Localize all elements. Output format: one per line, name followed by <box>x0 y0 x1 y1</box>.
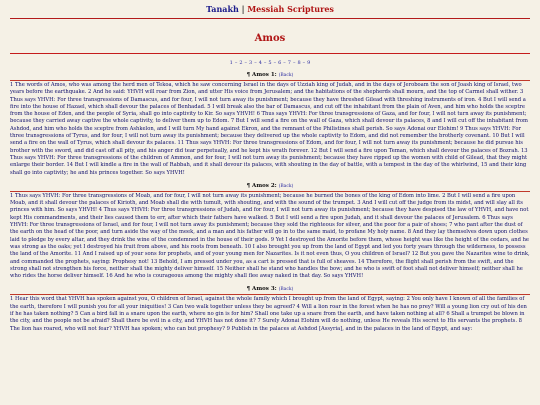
chapter-link-7[interactable]: 7 <box>287 60 291 66</box>
section-title: ¶ Amos 1: <box>246 72 277 78</box>
chapter-sep: – <box>273 60 277 66</box>
back-link[interactable]: (Back) <box>278 73 294 78</box>
chapter-link-6[interactable]: 6 <box>278 60 282 66</box>
chapter-sep: – <box>234 60 238 66</box>
chapter-link-5[interactable]: 5 <box>268 60 272 66</box>
chapter-text: 1 The words of Amos, who was among the herd men of Tekoa, which he saw concerning Israel in the days of Uzziah king of Judah, and in the days of Jeroboam the son of Joash king of Israel, two years before the earthquake. 2 And he said: YHVH will roar from Zion, and utter His voice from Jerusalem; and the habitations of the shepherds shall mourn, and the top of Carmel shall wither. 3 Thus says YHVH: For three transgressions of Damascus, and for four, I will not turn away its punishment; because they have threshed Gilead with threshing instruments of iron. 4 But I will send a fire into the house of Hazael, which shall devour the palaces of Benhadad. 5 I will break also the bar of Damascus, and cut off the inhabitant from the plain of Aven, and him who holds the sceptre from the house of Eden, and the people of Syria, shall go into captivity to Kir. So says YHVH! 6 Thus says YHVH: For three transgressions of Gaza, and for four, I will not turn away its punishment; because they carried away captive the whole captivity, to deliver them up to Edom. 7 But I will send a fire on the wall of Gaza, which shall devour its palaces, 8 and I will cut off the inhabitant from Ashdod, and him who holds the sceptre from Ashkelon, and I will turn My hand against Ekron, and the remnant of the Philistines shall perish. So says Adonai our Elohim! 9 Thus says YHVH: For three transgressions of Tyrus, and for four, I will not turn away its punishment; because they delivered up the whole captivity to Edom, and did not remember the brotherly covenant. 10 But I will send a fire on the wall of Tyrus, which shall devour its palaces. 11 Thus says YHVH: For three transgressions of Edom, and for four, I will not turn away its punishment; because he did pursue his brother with the sword, and did cast off all pity, and his anger did tear perpetually, and he kept his wrath forever. 12 But I will send a fire upon Teman, which shall devour the palaces of Bozrah. 13 Thus says YHVH: For three transgressions of the children of Ammon, and for four, I will not turn away its punishment; because they have ripped up the women with child of Gilead, that they might enlarge their border. 14 But I will kindle a fire in the wall of Rabbah, and it shall devour its palaces, with shouting in the day of battle, with a tempest in the day of the whirlwind, 15 and their king shall go into captivity; he and his princes together. So says YHVH! <box>10 82 528 176</box>
chapter-sep: – <box>292 60 296 66</box>
chapter-sep: – <box>244 60 248 66</box>
chapter-link-2[interactable]: 2 <box>239 60 243 66</box>
page-title: Amos <box>254 33 286 44</box>
section-title: ¶ Amos 2: <box>246 182 277 189</box>
section-rule <box>10 80 530 81</box>
site-header <box>0 0 540 18</box>
section-heading <box>0 72 540 78</box>
section-heading <box>0 286 540 292</box>
chapter-sep: – <box>254 60 257 66</box>
section-rule <box>10 191 530 192</box>
chapter-link-9[interactable]: 9 <box>307 60 311 66</box>
chapter-link-8[interactable]: 8 <box>297 60 301 66</box>
section-title: ¶ Amos 3: <box>246 286 277 293</box>
chapter-link-1[interactable]: 1 <box>229 60 233 66</box>
section-rule <box>10 294 530 295</box>
tanakh-link[interactable]: Tanakh <box>206 4 239 14</box>
chapter-sections <box>0 72 540 333</box>
chapter-nav <box>0 60 540 66</box>
chapter-link-3[interactable]: 3 <box>249 60 253 66</box>
chapter-sep: – <box>263 60 267 66</box>
messiah-scriptures-link[interactable]: Messiah Scriptures <box>247 4 334 14</box>
back-link[interactable]: (Back) <box>278 183 294 189</box>
header-rule <box>10 18 530 19</box>
title-rule <box>10 53 530 54</box>
chapter-link-4[interactable]: 4 <box>258 60 262 66</box>
header-separator: | <box>241 4 245 14</box>
chapter-text: 1 Hear this word that YHVH has spoken against you, O children of Israel, against the whole family which I brought up from the land of Egypt, saying: 2 You only have I known of all the families of the earth, therefore I will punish you for all your iniquities! 3 Can two walk together unless they be agreed? 4 Will a lion roar in the forest when he has no prey? Will a young lion cry out of his den if he has taken nothing? 5 Can a bird fall in a snare upon the earth, where no gin is for him? Shall one take up a snare from the earth, and have taken nothing at all? 6 Shall a trumpet be blown in the city, and the people not be afraid? Shall there be evil in a city, and YHVH has not done it? 7 Surely Adonai Elohim will do nothing, unless He reveals His secret to His servants the prophets. 8 The lion has roared, who will not fear? YHVH has spoken; who can but prophesy? 9 Publish in the palaces at Ashdod [Assyria], and in the palaces in the land of Egypt, and say: <box>10 296 527 332</box>
chapter-sep: – <box>283 60 286 66</box>
back-link[interactable]: (Back) <box>278 287 294 293</box>
chapter-sep: – <box>302 60 306 66</box>
section-heading <box>0 183 540 189</box>
chapter-text: 1 Thus says YHVH: For three transgressions of Moab, and for four, I will not turn away its punishment; because he burned the bones of the king of Edom into lime. 2 But I will send a fire upon Moab, and it shall devour the palaces of Kirioth, and Moab shall die with tumult, with shouting, and with the sound of the trumpet. 3 And I will cut off the judge from its midst, and will slay all its princes with him. So says YHVH! 4 Thus says YHVH: For three transgressions of Judah, and for four, I will not turn away its punishment; because they have despised the law of YHVH, and have not kept His commandments, and their lies caused them to err, after which their fathers have walked. 5 But I will send a fire upon Judah, and it shall devour the palaces of Jerusalem. 6 Thus says YHVH: For three transgressions of Israel, and for four, I will not turn away its punishment; because they sold the righteous for silver, and the poor for a pair of shoes; 7 who pant after the dust of the earth on the head of the poor, and turn aside the way of the meek, and a man and his father will go in to the same maid, to profane My holy name. 8 And they lay themselves down upon clothes laid to pledge by every altar, and they drink the wine of the condemned in the house of their gods. 9 Yet I destroyed the Amorite before them, whose height was like the height of the cedars, and he was strong as the oaks; yet I destroyed his fruit from above, and his roots from beneath. 10 I also brought you up from the land of Egypt and led you forty years through the wilderness, to possess the land of the Amorite. 11 And I raised up of your sons for prophets, and of your young men for Nazarites. Is it not even thus, O you children of Israel? 12 But you gave the Nazarites wine to drink, and commanded the prophets, saying: Prophesy not! 13 Behold, I am pressed under you, as a cart is pressed that is full of sheaves. 14 Therefore, the flight shall perish from the swift, and the strong shall not strengthen his force, neither shall the mighty deliver himself. 15 Neither shall he stand who handles the bow; and he who is swift of foot shall not deliver himself; neither shall he who rides the horse deliver himself. 16 And he who is courageous among the mighty shall flee away naked in that day. So says YHVH! <box>10 192 530 280</box>
